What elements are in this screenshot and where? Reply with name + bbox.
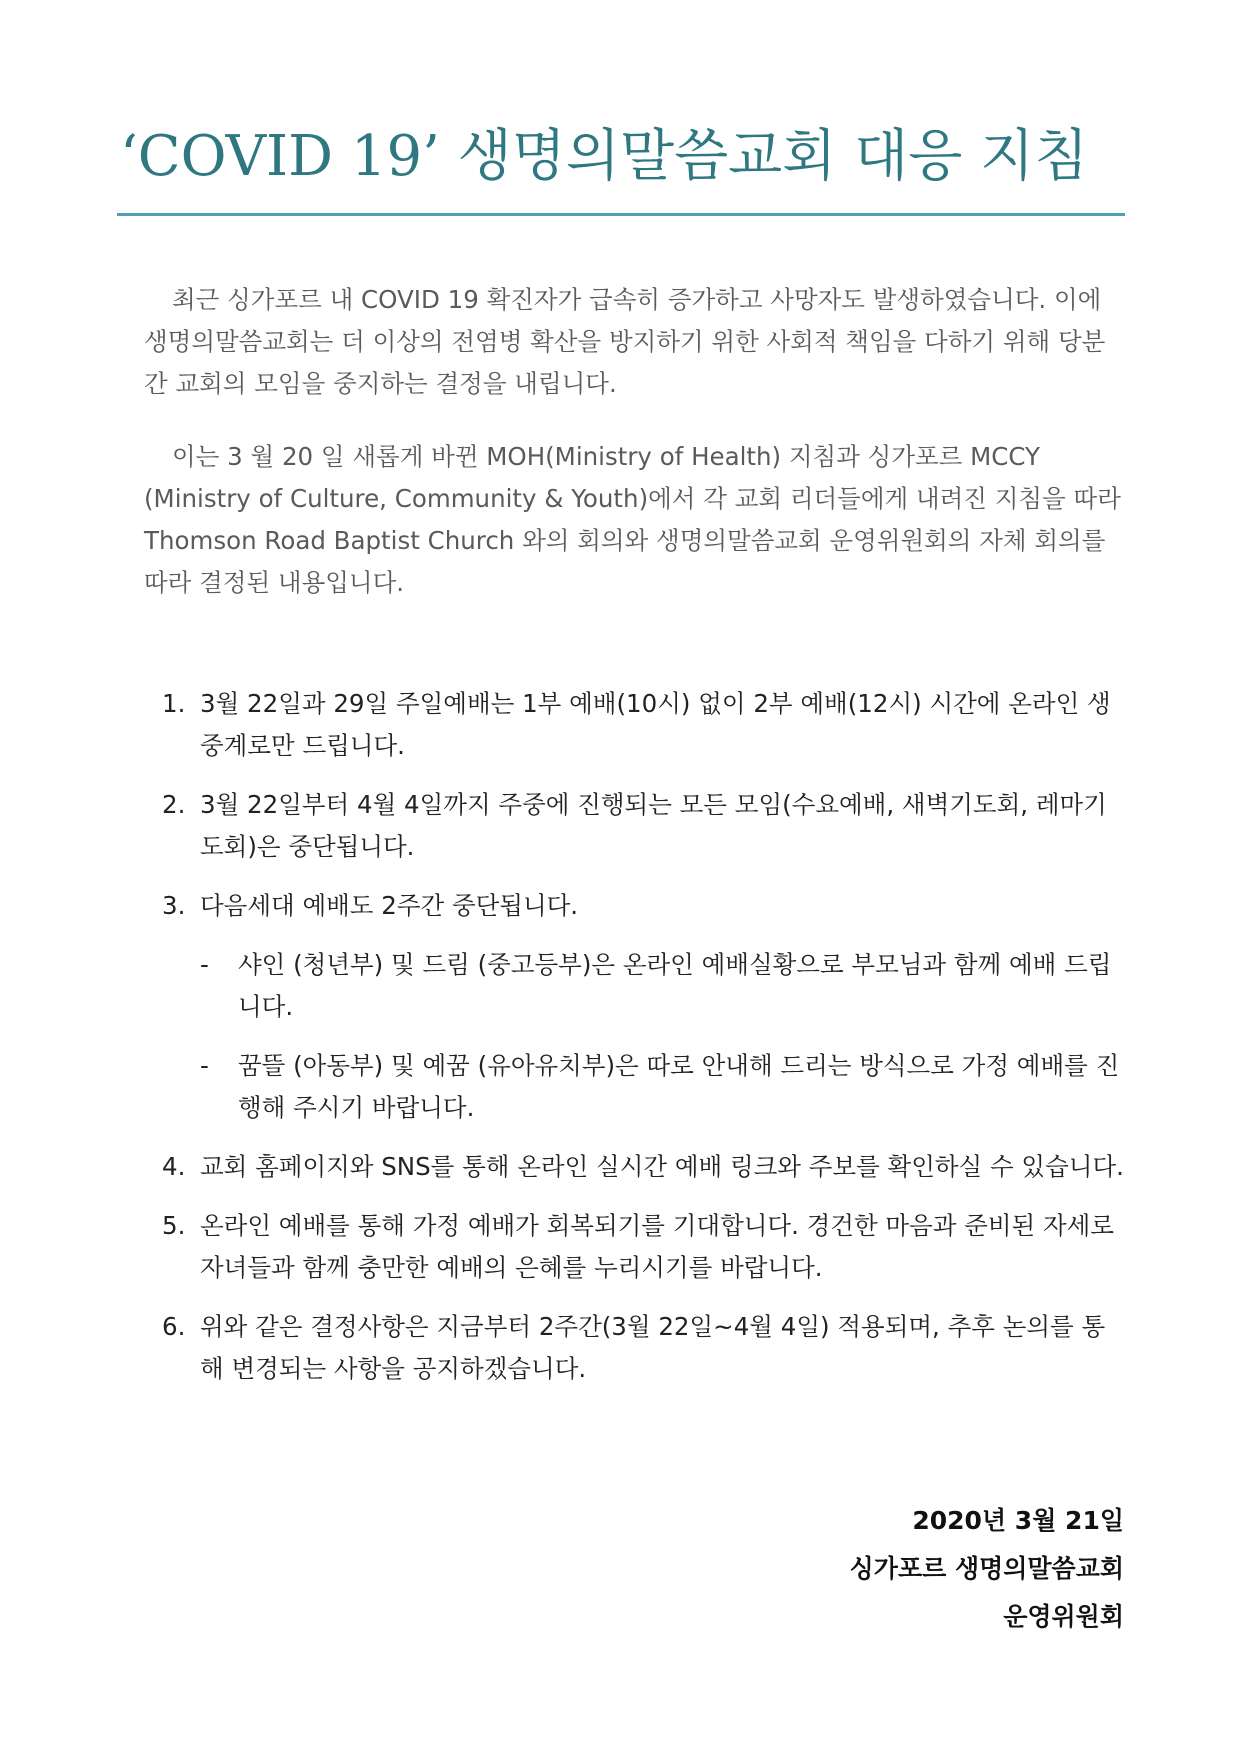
list-item bbox=[0, 683, 1241, 767]
list-item-number: 5. bbox=[162, 1211, 186, 1240]
list-item-number: 1. bbox=[162, 689, 186, 718]
list-item bbox=[0, 1306, 1241, 1390]
sub-list-dash: - bbox=[200, 950, 209, 979]
list-item-number: 6. bbox=[162, 1312, 186, 1341]
sub-list-item bbox=[0, 1045, 1241, 1129]
list-item bbox=[0, 1205, 1241, 1289]
intro-paragraph bbox=[144, 279, 1124, 405]
signature-date: 2020년 3월 21일 bbox=[912, 1506, 1124, 1535]
list-item-text: 온라인 예배를 통해 가정 예배가 회복되기를 기대합니다. 경건한 마음과 준비된 자세로 자녀들과 함께 충만한 예배의 은혜를 누리시기를 바랍니다. bbox=[200, 1211, 1115, 1282]
list-item bbox=[0, 1146, 1241, 1188]
signature-committee: 운영위원회 bbox=[1003, 1602, 1124, 1631]
list-item-number: 2. bbox=[162, 790, 186, 819]
sub-list-dash: - bbox=[200, 1051, 209, 1080]
sub-list-item bbox=[0, 944, 1241, 1028]
signature-block bbox=[850, 1497, 1124, 1641]
list-item-text: 3월 22일부터 4월 4일까지 주중에 진행되는 모든 모임(수요예배, 새벽기도회, 레마기도회)은 중단됩니다. bbox=[200, 790, 1107, 861]
guideline-list bbox=[0, 683, 1241, 1407]
intro-paragraph-text: 이는 3 월 20 일 새롭게 바뀐 MOH(Ministry of Health) 지침과 싱가포르 MCCY (Ministry of Culture, Community & Youth)에서 각 교회 리더들에게 내려진 지침을 따라 Thomson Road Baptist Church 와의 회의와 생명의말씀교회 운영위원회의 자체 회의를 따라 결정된 내용입니다. bbox=[144, 442, 1121, 597]
sub-list-text: 샤인 (청년부) 및 드림 (중고등부)은 온라인 예배실황으로 부모님과 함께 예배 드립니다. bbox=[238, 950, 1112, 1021]
list-item-text: 교회 홈페이지와 SNS를 통해 온라인 실시간 예배 링크와 주보를 확인하실 수 있습니다. bbox=[200, 1152, 1124, 1181]
signature-church-name: 싱가포르 생명의말씀교회 bbox=[849, 1554, 1124, 1583]
list-item-text: 위와 같은 결정사항은 지금부터 2주간(3월 22일~4월 4일) 적용되며, 추후 논의를 통해 변경되는 사항을 공지하겠습니다. bbox=[200, 1312, 1106, 1383]
sub-list-text: 꿈뜰 (아동부) 및 예꿈 (유아유치부)은 따로 안내해 드리는 방식으로 가정 예배를 진행해 주시기 바랍니다. bbox=[238, 1051, 1120, 1122]
list-item-number: 4. bbox=[162, 1152, 186, 1181]
page-title: ‘COVID 19’ 생명의말씀교회 대응 지침 bbox=[120, 124, 1089, 189]
list-item-text: 3월 22일과 29일 주일예배는 1부 예배(10시) 없이 2부 예배(12시) 시간에 온라인 생중계로만 드립니다. bbox=[200, 689, 1111, 760]
list-item bbox=[0, 784, 1241, 868]
list-item-text: 다음세대 예배도 2주간 중단됩니다. bbox=[200, 891, 579, 920]
list-item bbox=[0, 885, 1241, 927]
intro-paragraph bbox=[144, 436, 1124, 604]
title-divider bbox=[117, 213, 1125, 216]
list-item-number: 3. bbox=[162, 891, 186, 920]
intro-paragraph-text: 최근 싱가포르 내 COVID 19 확진자가 급속히 증가하고 사망자도 발생하였습니다. 이에 생명의말씀교회는 더 이상의 전염병 확산을 방지하기 위한 사회적 책임을 다하기 위해 당분간 교회의 모임을 중지하는 결정을 내립니다. bbox=[144, 285, 1106, 398]
